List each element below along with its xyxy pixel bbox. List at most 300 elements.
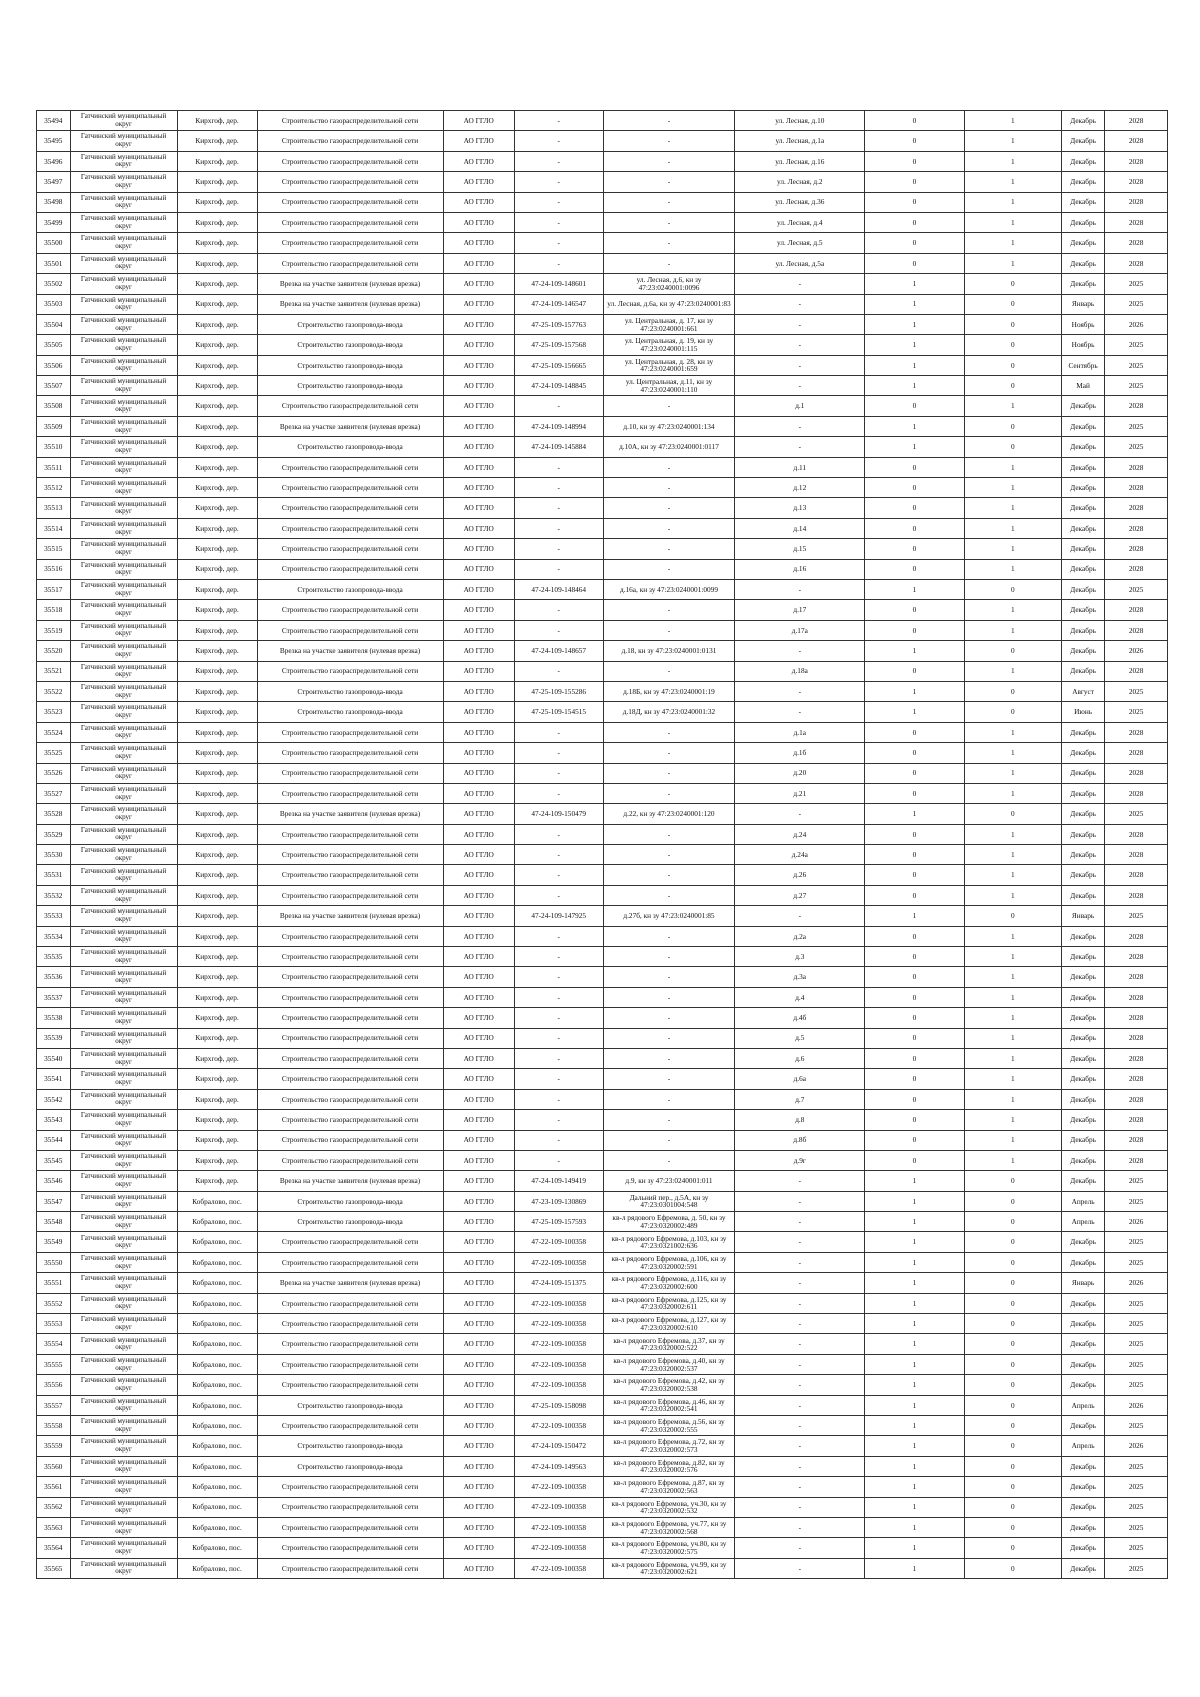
row-number-cell: 35550 bbox=[37, 1252, 71, 1272]
row-number-cell: 35530 bbox=[37, 845, 71, 865]
connections-count-cell: 0 bbox=[865, 1110, 964, 1130]
table-row bbox=[37, 518, 1168, 538]
organization-cell: АО ГГЛО bbox=[443, 1354, 514, 1374]
row-number-cell: 35495 bbox=[37, 131, 71, 151]
table-row bbox=[37, 702, 1168, 722]
network-address-cell: д.24а bbox=[735, 845, 865, 865]
network-address-cell: - bbox=[735, 681, 865, 701]
organization-cell: АО ГГЛО bbox=[443, 824, 514, 844]
cadastral-address-cell: кв-л рядового Ефремова, уч.30, кн зу 47:23:0320002:532 bbox=[603, 1497, 735, 1517]
cadastral-address-cell: - bbox=[603, 845, 735, 865]
table-row bbox=[37, 824, 1168, 844]
row-number-cell: 35552 bbox=[37, 1293, 71, 1313]
cadastral-address-cell: - bbox=[603, 457, 735, 477]
month-cell: Декабрь bbox=[1061, 1477, 1104, 1497]
connections-count-cell: 1 bbox=[865, 1538, 964, 1558]
row-number-cell: 35504 bbox=[37, 314, 71, 334]
work-type-cell: Строительство газораспределительной сети bbox=[257, 1028, 443, 1048]
connections-count-cell: 1 bbox=[865, 1456, 964, 1476]
month-cell: Январь bbox=[1061, 1273, 1104, 1293]
year-cell: 2025 bbox=[1105, 1354, 1168, 1374]
connections-count-cell: 0 bbox=[865, 947, 964, 967]
cadastral-address-cell: кв-л рядового Ефремова, д.72, кн зу 47:23:0320002:573 bbox=[603, 1436, 735, 1456]
settlement-cell: Кирхгоф, дер. bbox=[177, 192, 257, 212]
work-type-cell: Строительство газораспределительной сети bbox=[257, 396, 443, 416]
row-number-cell: 35521 bbox=[37, 661, 71, 681]
district-cell: Гатчинский муниципальный округ bbox=[70, 355, 177, 375]
organization-cell: АО ГГЛО bbox=[443, 1538, 514, 1558]
network-count-cell: 0 bbox=[964, 1375, 1061, 1395]
cadastral-address-cell: д.10А, кн зу 47:23:0240001:0117 bbox=[603, 437, 735, 457]
year-cell: 2025 bbox=[1105, 274, 1168, 294]
settlement-cell: Кобралово, пос. bbox=[177, 1212, 257, 1232]
network-address-cell: - bbox=[735, 804, 865, 824]
settlement-cell: Кобралово, пос. bbox=[177, 1456, 257, 1476]
work-type-cell: Строительство газораспределительной сети bbox=[257, 233, 443, 253]
district-cell: Гатчинский муниципальный округ bbox=[70, 416, 177, 436]
cadastral-address-cell: Дальний пер., д.5А, кн зу 47:23:0301004:548 bbox=[603, 1191, 735, 1211]
network-address-cell: д.6а bbox=[735, 1069, 865, 1089]
network-address-cell: - bbox=[735, 1191, 865, 1211]
connections-count-cell: 0 bbox=[865, 1028, 964, 1048]
district-cell: Гатчинский муниципальный округ bbox=[70, 1212, 177, 1232]
network-count-cell: 0 bbox=[964, 1416, 1061, 1436]
network-address-cell: ул. Лесная, д.36 bbox=[735, 192, 865, 212]
application-number-cell: 47-22-109-100358 bbox=[514, 1252, 603, 1272]
table-row bbox=[37, 783, 1168, 803]
table-row bbox=[37, 1375, 1168, 1395]
network-address-cell: - bbox=[735, 294, 865, 314]
work-type-cell: Строительство газопровода-ввода bbox=[257, 376, 443, 396]
application-number-cell: - bbox=[514, 885, 603, 905]
connections-count-cell: 1 bbox=[865, 1436, 964, 1456]
network-count-cell: 0 bbox=[964, 416, 1061, 436]
work-type-cell: Строительство газораспределительной сети bbox=[257, 661, 443, 681]
organization-cell: АО ГГЛО bbox=[443, 926, 514, 946]
cadastral-address-cell: - bbox=[603, 1048, 735, 1068]
settlement-cell: Кирхгоф, дер. bbox=[177, 294, 257, 314]
settlement-cell: Кобралово, пос. bbox=[177, 1252, 257, 1272]
month-cell: Декабрь bbox=[1061, 1334, 1104, 1354]
table-row bbox=[37, 1477, 1168, 1497]
district-cell: Гатчинский муниципальный округ bbox=[70, 906, 177, 926]
organization-cell: АО ГГЛО bbox=[443, 600, 514, 620]
table-row bbox=[37, 274, 1168, 294]
organization-cell: АО ГГЛО bbox=[443, 1314, 514, 1334]
organization-cell: АО ГГЛО bbox=[443, 1232, 514, 1252]
work-type-cell: Строительство газораспределительной сети bbox=[257, 253, 443, 273]
table-row bbox=[37, 1150, 1168, 1170]
row-number-cell: 35525 bbox=[37, 743, 71, 763]
cadastral-address-cell: - bbox=[603, 967, 735, 987]
application-number-cell: 47-22-109-100358 bbox=[514, 1232, 603, 1252]
cadastral-address-cell: - bbox=[603, 559, 735, 579]
cadastral-address-cell: - bbox=[603, 478, 735, 498]
connections-count-cell: 0 bbox=[865, 192, 964, 212]
settlement-cell: Кирхгоф, дер. bbox=[177, 559, 257, 579]
network-count-cell: 1 bbox=[964, 111, 1061, 131]
table-row bbox=[37, 926, 1168, 946]
connections-count-cell: 1 bbox=[865, 376, 964, 396]
cadastral-address-cell: ул. Центральная, д.11, кн зу 47:23:0240001:110 bbox=[603, 376, 735, 396]
organization-cell: АО ГГЛО bbox=[443, 1436, 514, 1456]
cadastral-address-cell: д.22, кн зу 47:23:0240001:120 bbox=[603, 804, 735, 824]
organization-cell: АО ГГЛО bbox=[443, 1477, 514, 1497]
year-cell: 2028 bbox=[1105, 131, 1168, 151]
district-cell: Гатчинский муниципальный округ bbox=[70, 1416, 177, 1436]
table-row bbox=[37, 1558, 1168, 1578]
settlement-cell: Кобралово, пос. bbox=[177, 1354, 257, 1374]
year-cell: 2028 bbox=[1105, 1089, 1168, 1109]
connections-count-cell: 1 bbox=[865, 1334, 964, 1354]
month-cell: Декабрь bbox=[1061, 1048, 1104, 1068]
connections-count-cell: 0 bbox=[865, 1008, 964, 1028]
cadastral-address-cell: д.10, кн зу 47:23:0240001:134 bbox=[603, 416, 735, 436]
settlement-cell: Кирхгоф, дер. bbox=[177, 314, 257, 334]
year-cell: 2025 bbox=[1105, 1232, 1168, 1252]
table-row bbox=[37, 600, 1168, 620]
work-type-cell: Строительство газораспределительной сети bbox=[257, 1497, 443, 1517]
settlement-cell: Кобралово, пос. bbox=[177, 1314, 257, 1334]
district-cell: Гатчинский муниципальный округ bbox=[70, 294, 177, 314]
work-type-cell: Строительство газораспределительной сети bbox=[257, 1232, 443, 1252]
organization-cell: АО ГГЛО bbox=[443, 1212, 514, 1232]
network-count-cell: 0 bbox=[964, 681, 1061, 701]
year-cell: 2028 bbox=[1105, 212, 1168, 232]
settlement-cell: Кирхгоф, дер. bbox=[177, 212, 257, 232]
row-number-cell: 35494 bbox=[37, 111, 71, 131]
network-address-cell: д.4 bbox=[735, 987, 865, 1007]
month-cell: Декабрь bbox=[1061, 865, 1104, 885]
connections-count-cell: 0 bbox=[865, 783, 964, 803]
settlement-cell: Кирхгоф, дер. bbox=[177, 763, 257, 783]
connections-count-cell: 1 bbox=[865, 416, 964, 436]
month-cell: Декабрь bbox=[1061, 743, 1104, 763]
row-number-cell: 35546 bbox=[37, 1171, 71, 1191]
month-cell: Декабрь bbox=[1061, 804, 1104, 824]
work-type-cell: Строительство газораспределительной сети bbox=[257, 151, 443, 171]
month-cell: Декабрь bbox=[1061, 1314, 1104, 1334]
network-count-cell: 0 bbox=[964, 1436, 1061, 1456]
application-number-cell: - bbox=[514, 620, 603, 640]
work-type-cell: Строительство газораспределительной сети bbox=[257, 865, 443, 885]
cadastral-address-cell: - bbox=[603, 212, 735, 232]
district-cell: Гатчинский муниципальный округ bbox=[70, 1314, 177, 1334]
year-cell: 2026 bbox=[1105, 641, 1168, 661]
row-number-cell: 35531 bbox=[37, 865, 71, 885]
work-type-cell: Строительство газораспределительной сети bbox=[257, 620, 443, 640]
district-cell: Гатчинский муниципальный округ bbox=[70, 722, 177, 742]
connections-count-cell: 0 bbox=[865, 926, 964, 946]
month-cell: Ноябрь bbox=[1061, 314, 1104, 334]
year-cell: 2025 bbox=[1105, 1314, 1168, 1334]
district-cell: Гатчинский муниципальный округ bbox=[70, 1395, 177, 1415]
network-count-cell: 0 bbox=[964, 1395, 1061, 1415]
network-count-cell: 1 bbox=[964, 1110, 1061, 1130]
organization-cell: АО ГГЛО bbox=[443, 1375, 514, 1395]
application-number-cell: 47-22-109-100358 bbox=[514, 1293, 603, 1313]
row-number-cell: 35512 bbox=[37, 478, 71, 498]
month-cell: Декабрь bbox=[1061, 172, 1104, 192]
work-type-cell: Строительство газораспределительной сети bbox=[257, 1008, 443, 1028]
district-cell: Гатчинский муниципальный округ bbox=[70, 1150, 177, 1170]
row-number-cell: 35537 bbox=[37, 987, 71, 1007]
application-number-cell: - bbox=[514, 1008, 603, 1028]
connections-count-cell: 1 bbox=[865, 335, 964, 355]
work-type-cell: Строительство газораспределительной сети bbox=[257, 1110, 443, 1130]
organization-cell: АО ГГЛО bbox=[443, 1171, 514, 1191]
month-cell: Декабрь bbox=[1061, 1150, 1104, 1170]
month-cell: Декабрь bbox=[1061, 539, 1104, 559]
organization-cell: АО ГГЛО bbox=[443, 681, 514, 701]
district-cell: Гатчинский муниципальный округ bbox=[70, 1089, 177, 1109]
table-row bbox=[37, 906, 1168, 926]
year-cell: 2025 bbox=[1105, 376, 1168, 396]
year-cell: 2028 bbox=[1105, 1110, 1168, 1130]
network-address-cell: - bbox=[735, 1517, 865, 1537]
table-row bbox=[37, 967, 1168, 987]
network-count-cell: 0 bbox=[964, 1191, 1061, 1211]
network-count-cell: 1 bbox=[964, 1048, 1061, 1068]
settlement-cell: Кирхгоф, дер. bbox=[177, 845, 257, 865]
work-type-cell: Врезка на участке заявителя (нулевая врезка) bbox=[257, 906, 443, 926]
month-cell: Декабрь bbox=[1061, 151, 1104, 171]
month-cell: Декабрь bbox=[1061, 641, 1104, 661]
year-cell: 2028 bbox=[1105, 539, 1168, 559]
row-number-cell: 35532 bbox=[37, 885, 71, 905]
district-cell: Гатчинский муниципальный округ bbox=[70, 111, 177, 131]
organization-cell: АО ГГЛО bbox=[443, 233, 514, 253]
cadastral-address-cell: ул. Центральная, д. 28, кн зу 47:23:0240001:659 bbox=[603, 355, 735, 375]
month-cell: Декабрь bbox=[1061, 763, 1104, 783]
work-type-cell: Строительство газораспределительной сети bbox=[257, 1069, 443, 1089]
cadastral-address-cell: - bbox=[603, 1089, 735, 1109]
network-address-cell: - bbox=[735, 1395, 865, 1415]
district-cell: Гатчинский муниципальный округ bbox=[70, 376, 177, 396]
cadastral-address-cell: кв-л рядового Ефремова, д. 50, кн зу 47:23:0320002:489 bbox=[603, 1212, 735, 1232]
connections-count-cell: 1 bbox=[865, 906, 964, 926]
district-cell: Гатчинский муниципальный округ bbox=[70, 1538, 177, 1558]
network-address-cell: д.26 bbox=[735, 865, 865, 885]
year-cell: 2028 bbox=[1105, 518, 1168, 538]
row-number-cell: 35535 bbox=[37, 947, 71, 967]
application-number-cell: - bbox=[514, 1028, 603, 1048]
settlement-cell: Кирхгоф, дер. bbox=[177, 518, 257, 538]
row-number-cell: 35536 bbox=[37, 967, 71, 987]
cadastral-address-cell: - bbox=[603, 865, 735, 885]
year-cell: 2028 bbox=[1105, 824, 1168, 844]
connections-count-cell: 1 bbox=[865, 437, 964, 457]
year-cell: 2025 bbox=[1105, 804, 1168, 824]
application-number-cell: 47-25-109-157763 bbox=[514, 314, 603, 334]
application-number-cell: - bbox=[514, 192, 603, 212]
cadastral-address-cell: кв-л рядового Ефремова, д.103, кн зу 47:23:0321002:636 bbox=[603, 1232, 735, 1252]
district-cell: Гатчинский муниципальный округ bbox=[70, 253, 177, 273]
organization-cell: АО ГГЛО bbox=[443, 1416, 514, 1436]
district-cell: Гатчинский муниципальный округ bbox=[70, 212, 177, 232]
connections-count-cell: 0 bbox=[865, 1069, 964, 1089]
district-cell: Гатчинский муниципальный округ bbox=[70, 457, 177, 477]
row-number-cell: 35555 bbox=[37, 1354, 71, 1374]
table-row bbox=[37, 845, 1168, 865]
table-row bbox=[37, 579, 1168, 599]
table-row bbox=[37, 111, 1168, 131]
month-cell: Декабрь bbox=[1061, 1456, 1104, 1476]
district-cell: Гатчинский муниципальный округ bbox=[70, 1293, 177, 1313]
district-cell: Гатчинский муниципальный округ bbox=[70, 131, 177, 151]
cadastral-address-cell: - bbox=[603, 253, 735, 273]
year-cell: 2028 bbox=[1105, 600, 1168, 620]
month-cell: Декабрь bbox=[1061, 478, 1104, 498]
settlement-cell: Кобралово, пос. bbox=[177, 1293, 257, 1313]
table-row bbox=[37, 1314, 1168, 1334]
table-row bbox=[37, 335, 1168, 355]
month-cell: Декабрь bbox=[1061, 416, 1104, 436]
year-cell: 2028 bbox=[1105, 1069, 1168, 1089]
district-cell: Гатчинский муниципальный округ bbox=[70, 702, 177, 722]
work-type-cell: Строительство газораспределительной сети bbox=[257, 1334, 443, 1354]
network-address-cell: д.20 bbox=[735, 763, 865, 783]
network-address-cell: д.16 bbox=[735, 559, 865, 579]
table-row bbox=[37, 396, 1168, 416]
district-cell: Гатчинский муниципальный округ bbox=[70, 783, 177, 803]
settlement-cell: Кобралово, пос. bbox=[177, 1395, 257, 1415]
network-count-cell: 1 bbox=[964, 478, 1061, 498]
table-row bbox=[37, 661, 1168, 681]
month-cell: Декабрь bbox=[1061, 600, 1104, 620]
month-cell: Декабрь bbox=[1061, 111, 1104, 131]
cadastral-address-cell: - bbox=[603, 192, 735, 212]
month-cell: Май bbox=[1061, 376, 1104, 396]
connections-count-cell: 1 bbox=[865, 1416, 964, 1436]
cadastral-address-cell: кв-л рядового Ефремова, д.40, кн зу 47:23:0320002:537 bbox=[603, 1354, 735, 1374]
application-number-cell: - bbox=[514, 539, 603, 559]
work-type-cell: Строительство газораспределительной сети bbox=[257, 478, 443, 498]
work-type-cell: Строительство газопровода-ввода bbox=[257, 355, 443, 375]
application-number-cell: 47-24-109-148845 bbox=[514, 376, 603, 396]
month-cell: Декабрь bbox=[1061, 1354, 1104, 1374]
connections-count-cell: 0 bbox=[865, 233, 964, 253]
row-number-cell: 35543 bbox=[37, 1110, 71, 1130]
district-cell: Гатчинский муниципальный округ bbox=[70, 1191, 177, 1211]
settlement-cell: Кирхгоф, дер. bbox=[177, 987, 257, 1007]
work-type-cell: Строительство газораспределительной сети bbox=[257, 600, 443, 620]
cadastral-address-cell: д.16а, кн зу 47:23:0240001:0099 bbox=[603, 579, 735, 599]
district-cell: Гатчинский муниципальный округ bbox=[70, 396, 177, 416]
row-number-cell: 35507 bbox=[37, 376, 71, 396]
application-number-cell: 47-22-109-100358 bbox=[514, 1314, 603, 1334]
cadastral-address-cell: - bbox=[603, 1130, 735, 1150]
settlement-cell: Кобралово, пос. bbox=[177, 1497, 257, 1517]
connections-count-cell: 1 bbox=[865, 579, 964, 599]
cadastral-address-cell: кв-л рядового Ефремова, д.116, кн зу 47:23:0320002:600 bbox=[603, 1273, 735, 1293]
network-count-cell: 0 bbox=[964, 1314, 1061, 1334]
connections-count-cell: 0 bbox=[865, 1089, 964, 1109]
year-cell: 2025 bbox=[1105, 335, 1168, 355]
settlement-cell: Кирхгоф, дер. bbox=[177, 457, 257, 477]
organization-cell: АО ГГЛО bbox=[443, 1334, 514, 1354]
table-row bbox=[37, 151, 1168, 171]
settlement-cell: Кирхгоф, дер. bbox=[177, 437, 257, 457]
settlement-cell: Кирхгоф, дер. bbox=[177, 539, 257, 559]
application-number-cell: 47-24-109-148464 bbox=[514, 579, 603, 599]
organization-cell: АО ГГЛО bbox=[443, 763, 514, 783]
year-cell: 2028 bbox=[1105, 865, 1168, 885]
row-number-cell: 35529 bbox=[37, 824, 71, 844]
settlement-cell: Кирхгоф, дер. bbox=[177, 1048, 257, 1068]
connections-count-cell: 0 bbox=[865, 518, 964, 538]
year-cell: 2025 bbox=[1105, 1456, 1168, 1476]
table-row bbox=[37, 1273, 1168, 1293]
table-row bbox=[37, 1048, 1168, 1068]
settlement-cell: Кирхгоф, дер. bbox=[177, 172, 257, 192]
network-address-cell: - bbox=[735, 702, 865, 722]
connections-count-cell: 0 bbox=[865, 967, 964, 987]
district-cell: Гатчинский муниципальный округ bbox=[70, 804, 177, 824]
cadastral-address-cell: ул. Центральная, д. 17, кн зу 47:23:0240001:661 bbox=[603, 314, 735, 334]
work-type-cell: Строительство газопровода-ввода bbox=[257, 314, 443, 334]
cadastral-address-cell: - bbox=[603, 1110, 735, 1130]
connections-count-cell: 1 bbox=[865, 1497, 964, 1517]
settlement-cell: Кирхгоф, дер. bbox=[177, 1069, 257, 1089]
cadastral-address-cell: кв-л рядового Ефремова, д.42, кн зу 47:23:0320002:538 bbox=[603, 1375, 735, 1395]
network-count-cell: 1 bbox=[964, 151, 1061, 171]
organization-cell: АО ГГЛО bbox=[443, 641, 514, 661]
application-number-cell: - bbox=[514, 865, 603, 885]
year-cell: 2025 bbox=[1105, 1293, 1168, 1313]
application-number-cell: - bbox=[514, 987, 603, 1007]
network-count-cell: 1 bbox=[964, 722, 1061, 742]
table-row bbox=[37, 1089, 1168, 1109]
cadastral-address-cell: - bbox=[603, 1069, 735, 1089]
network-count-cell: 0 bbox=[964, 1558, 1061, 1578]
district-cell: Гатчинский муниципальный округ bbox=[70, 579, 177, 599]
row-number-cell: 35562 bbox=[37, 1497, 71, 1517]
organization-cell: АО ГГЛО bbox=[443, 967, 514, 987]
table-row bbox=[37, 1517, 1168, 1537]
work-type-cell: Строительство газораспределительной сети bbox=[257, 131, 443, 151]
district-cell: Гатчинский муниципальный округ bbox=[70, 314, 177, 334]
table-row bbox=[37, 1497, 1168, 1517]
district-cell: Гатчинский муниципальный округ bbox=[70, 518, 177, 538]
settlement-cell: Кирхгоф, дер. bbox=[177, 1110, 257, 1130]
application-number-cell: - bbox=[514, 151, 603, 171]
settlement-cell: Кобралово, пос. bbox=[177, 1477, 257, 1497]
network-address-cell: - bbox=[735, 1354, 865, 1374]
settlement-cell: Кирхгоф, дер. bbox=[177, 804, 257, 824]
table-row bbox=[37, 172, 1168, 192]
row-number-cell: 35498 bbox=[37, 192, 71, 212]
cadastral-address-cell: - bbox=[603, 987, 735, 1007]
year-cell: 2026 bbox=[1105, 1212, 1168, 1232]
network-address-cell: д.9г bbox=[735, 1150, 865, 1170]
connections-count-cell: 1 bbox=[865, 1558, 964, 1578]
settlement-cell: Кирхгоф, дер. bbox=[177, 396, 257, 416]
district-cell: Гатчинский муниципальный округ bbox=[70, 1008, 177, 1028]
settlement-cell: Кирхгоф, дер. bbox=[177, 885, 257, 905]
work-type-cell: Строительство газораспределительной сети bbox=[257, 824, 443, 844]
month-cell: Апрель bbox=[1061, 1395, 1104, 1415]
table-row bbox=[37, 1008, 1168, 1028]
year-cell: 2025 bbox=[1105, 416, 1168, 436]
application-number-cell: 47-22-109-100358 bbox=[514, 1477, 603, 1497]
year-cell: 2028 bbox=[1105, 926, 1168, 946]
work-type-cell: Строительство газораспределительной сети bbox=[257, 111, 443, 131]
cadastral-address-cell: д.27б, кн зу 47:23:0240001:85 bbox=[603, 906, 735, 926]
network-address-cell: - bbox=[735, 314, 865, 334]
settlement-cell: Кирхгоф, дер. bbox=[177, 947, 257, 967]
year-cell: 2028 bbox=[1105, 1028, 1168, 1048]
